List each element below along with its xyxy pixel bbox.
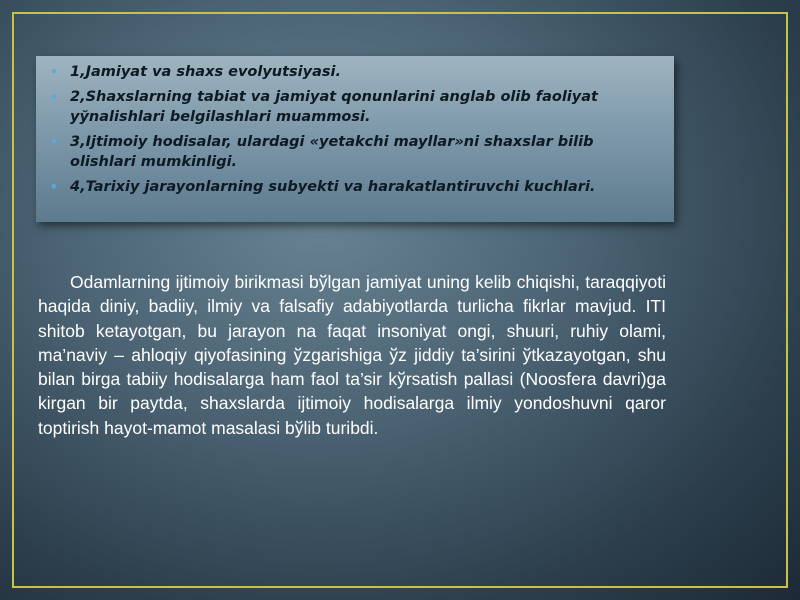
topic-item-4: [48, 177, 660, 197]
topic-text: 3,Ijtimoiy hodisalar, ulardagi «yetakchi mayllar»ni shaxslar bilib olishlari mumkinligi.: [70, 134, 594, 170]
topic-item-3: [48, 132, 660, 172]
bullet-icon: •: [50, 90, 58, 104]
topics-box: [36, 56, 674, 222]
bullet-icon: •: [50, 65, 58, 79]
body-paragraph: Odamlarning ijtimoiy birikmasi bўlgan jamiyat uning kelib chiqishi, taraqqiyoti haqida diniy, badiiy, ilmiy va falsafiy adabiyotlarda turlicha fikrlar mavjud. ITI shitob ketayotgan, bu jarayon na faqat insoniyat ongi, shuuri, ruhiy olami, ma’naviy – ahloqiy qiyofasining ўzgarishiga ўz jiddiy ta’sirini ўtkazayotgan, shu bilan birga tabiiy hodisalarga ham faol ta’sir kўrsatish pallasi (Noosfera davri)ga kirgan bir paytda, shaxslarda ijtimoiy hodisalarga ilmiy yondoshuvni qaror toptirish hayot-mamot masalasi bўlib turibdi.: [38, 272, 666, 438]
topic-item-1: [48, 62, 660, 82]
bullet-icon: •: [50, 180, 58, 194]
topic-text: 1,Jamiyat va shaxs evolyutsiyasi.: [70, 64, 341, 80]
topic-text: 2,Shaxslarning tabiat va jamiyat qonunlarini anglab olib faoliyat yўnalishlari belgilashlari muammosi.: [70, 89, 598, 125]
bullet-icon: •: [50, 135, 58, 149]
topics-list: [48, 62, 660, 197]
topic-item-2: [48, 87, 660, 127]
topic-text: 4,Tarixiy jarayonlarning subyekti va harakatlantiruvchi kuchlari.: [70, 179, 596, 195]
